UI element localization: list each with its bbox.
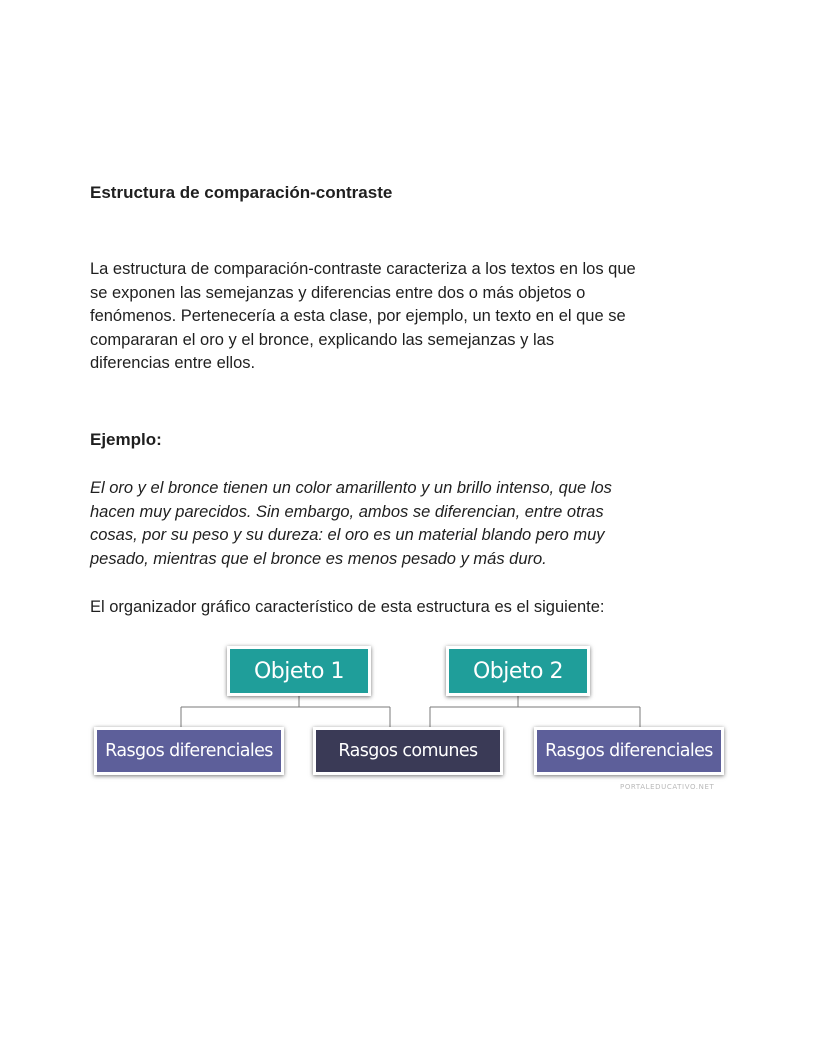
paragraph-line: compararan el oro y el bronce, explicando las semejanzas y las (90, 330, 555, 349)
differential-traits-left-box (94, 727, 284, 775)
paragraph-line: diferencias entre ellos. (90, 354, 256, 372)
example-line: pesado, mientras que el bronce es menos pesado y más duro. (90, 549, 547, 568)
section-heading: Estructura de comparación-contraste (90, 183, 393, 202)
differential-traits-right-label: Rasgos diferenciales (545, 741, 713, 761)
differential-traits-right-box (534, 727, 724, 775)
common-traits-label: Rasgos comunes (338, 741, 478, 761)
paragraph-line: fenómenos. Pertenecería a esta clase, por ejemplo, un texto en el que se (90, 307, 626, 325)
organizer-intro: El organizador gráfico característico de esta estructura es el siguiente: (90, 598, 605, 616)
paragraph-line: La estructura de comparación-contraste caracteriza a los textos en los que (90, 260, 636, 278)
watermark-text: PORTALEDUCATIVO.NET (620, 783, 715, 791)
example-line: El oro y el bronce tienen un color amarillento y un brillo intenso, que los (90, 479, 612, 497)
object-1-box (227, 646, 371, 696)
example-label: Ejemplo: (90, 430, 162, 449)
differential-traits-left-label: Rasgos diferenciales (105, 741, 273, 761)
object-2-box (446, 646, 590, 696)
object-2-label: Objeto 2 (472, 658, 563, 684)
example-line: hacen muy parecidos. Sin embargo, ambos se diferencian, entre otras (90, 502, 604, 521)
example-line: cosas, por su peso y su dureza: el oro es un material blando pero muy (90, 526, 605, 544)
object-1-label: Objeto 1 (253, 658, 344, 684)
paragraph-line: se exponen las semejanzas y diferencias entre dos o más objetos o (90, 283, 586, 302)
common-traits-box (313, 727, 503, 775)
